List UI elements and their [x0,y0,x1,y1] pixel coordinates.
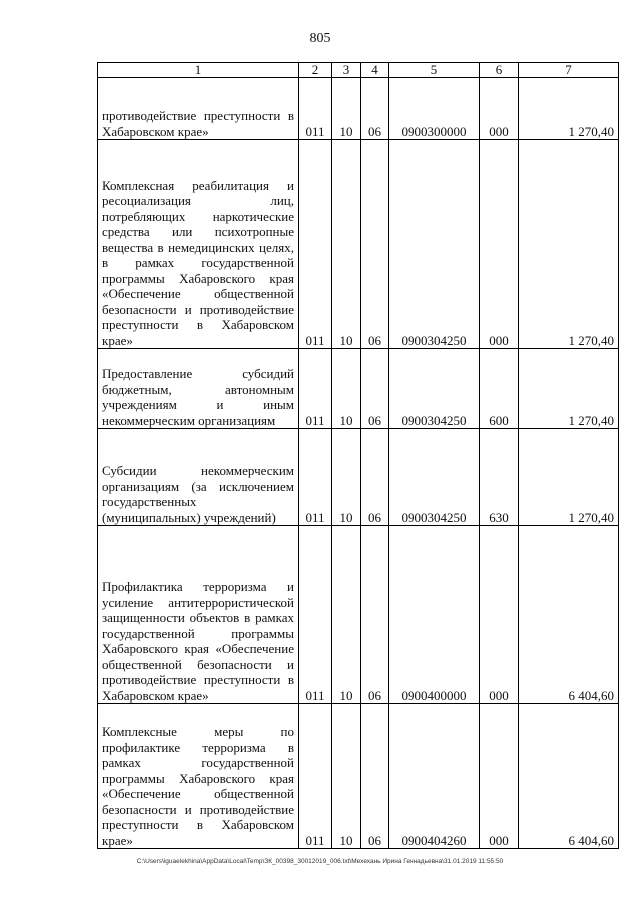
cell-amount: 1 270,40 [519,78,619,140]
cell-expense-type: 000 [480,526,519,704]
cell-section: 10 [332,349,361,429]
cell-expense-type: 630 [480,429,519,526]
cell-amount: 1 270,40 [519,140,619,349]
table-row [98,526,619,704]
page-number: 805 [309,31,331,46]
column-header: 3 [332,63,361,78]
column-header: 2 [299,63,332,78]
column-header: 7 [519,63,619,78]
row-name: противодействие преступности в Хабаровском крае» [98,78,299,140]
cell-amount: 6 404,60 [519,526,619,704]
row-name: Комплексная реабилитация и ресоциализация лиц, потребляющих наркотические средства или психотропные вещества в немедицинских целях, в рамках государственной программы Хабаровского края «Обеспечение общественной безопасности и противодействие преступности в Хабаровском крае» [98,140,299,349]
cell-subsection: 06 [361,349,389,429]
cell-amount: 1 270,40 [519,429,619,526]
cell-ministry: 011 [299,78,332,140]
table-row [98,429,619,526]
cell-target-code: 0900400000 [389,526,480,704]
cell-target-code: 0900404260 [389,704,480,849]
cell-target-code: 0900304250 [389,429,480,526]
cell-subsection: 06 [361,704,389,849]
cell-expense-type: 600 [480,349,519,429]
cell-section: 10 [332,429,361,526]
cell-section: 10 [332,704,361,849]
cell-target-code: 0900304250 [389,140,480,349]
row-name: Комплексные меры по профилактике терроризма в рамках государственной программы Хабаровского края «Обеспечение общественной безопасности и противодействие преступности в Хабаровском крае» [98,704,299,849]
column-header: 1 [98,63,299,78]
row-name: Субсидии некоммерческим организациям (за исключением государственных (муниципальных) учреждений) [98,429,299,526]
row-name: Предоставление субсидий бюджетным, автономным учреждениям и иным некоммерческим организациям [98,349,299,429]
cell-ministry: 011 [299,704,332,849]
cell-expense-type: 000 [480,140,519,349]
table-row [98,140,619,349]
table-row [98,704,619,849]
cell-subsection: 06 [361,526,389,704]
footer-file-path: C:\Users\iguaelekhina\AppData\Local\Temp\ЗК_00398_30012019_006.txt\Мехехань Ирина Геннадьевна\31.01.2019 11:55:50 [136,858,504,865]
cell-target-code: 0900304250 [389,349,480,429]
budget-table [97,62,619,849]
table-row [98,349,619,429]
cell-expense-type: 000 [480,78,519,140]
cell-section: 10 [332,140,361,349]
table-row [98,78,619,140]
cell-ministry: 011 [299,349,332,429]
column-header: 5 [389,63,480,78]
cell-section: 10 [332,78,361,140]
row-name: Профилактика терроризма и усиление антитеррористической защищенности объектов в рамках государственной программы Хабаровского края «Обеспечение общественной безопасности и противодействие преступности в Хабаровском крае» [98,526,299,704]
column-header: 4 [361,63,389,78]
cell-amount: 1 270,40 [519,349,619,429]
cell-target-code: 0900300000 [389,78,480,140]
cell-subsection: 06 [361,140,389,349]
cell-ministry: 011 [299,429,332,526]
cell-section: 10 [332,526,361,704]
column-header: 6 [480,63,519,78]
cell-expense-type: 000 [480,704,519,849]
cell-subsection: 06 [361,429,389,526]
table-header-row [98,63,619,78]
cell-ministry: 011 [299,140,332,349]
cell-amount: 6 404,60 [519,704,619,849]
cell-subsection: 06 [361,78,389,140]
cell-ministry: 011 [299,526,332,704]
